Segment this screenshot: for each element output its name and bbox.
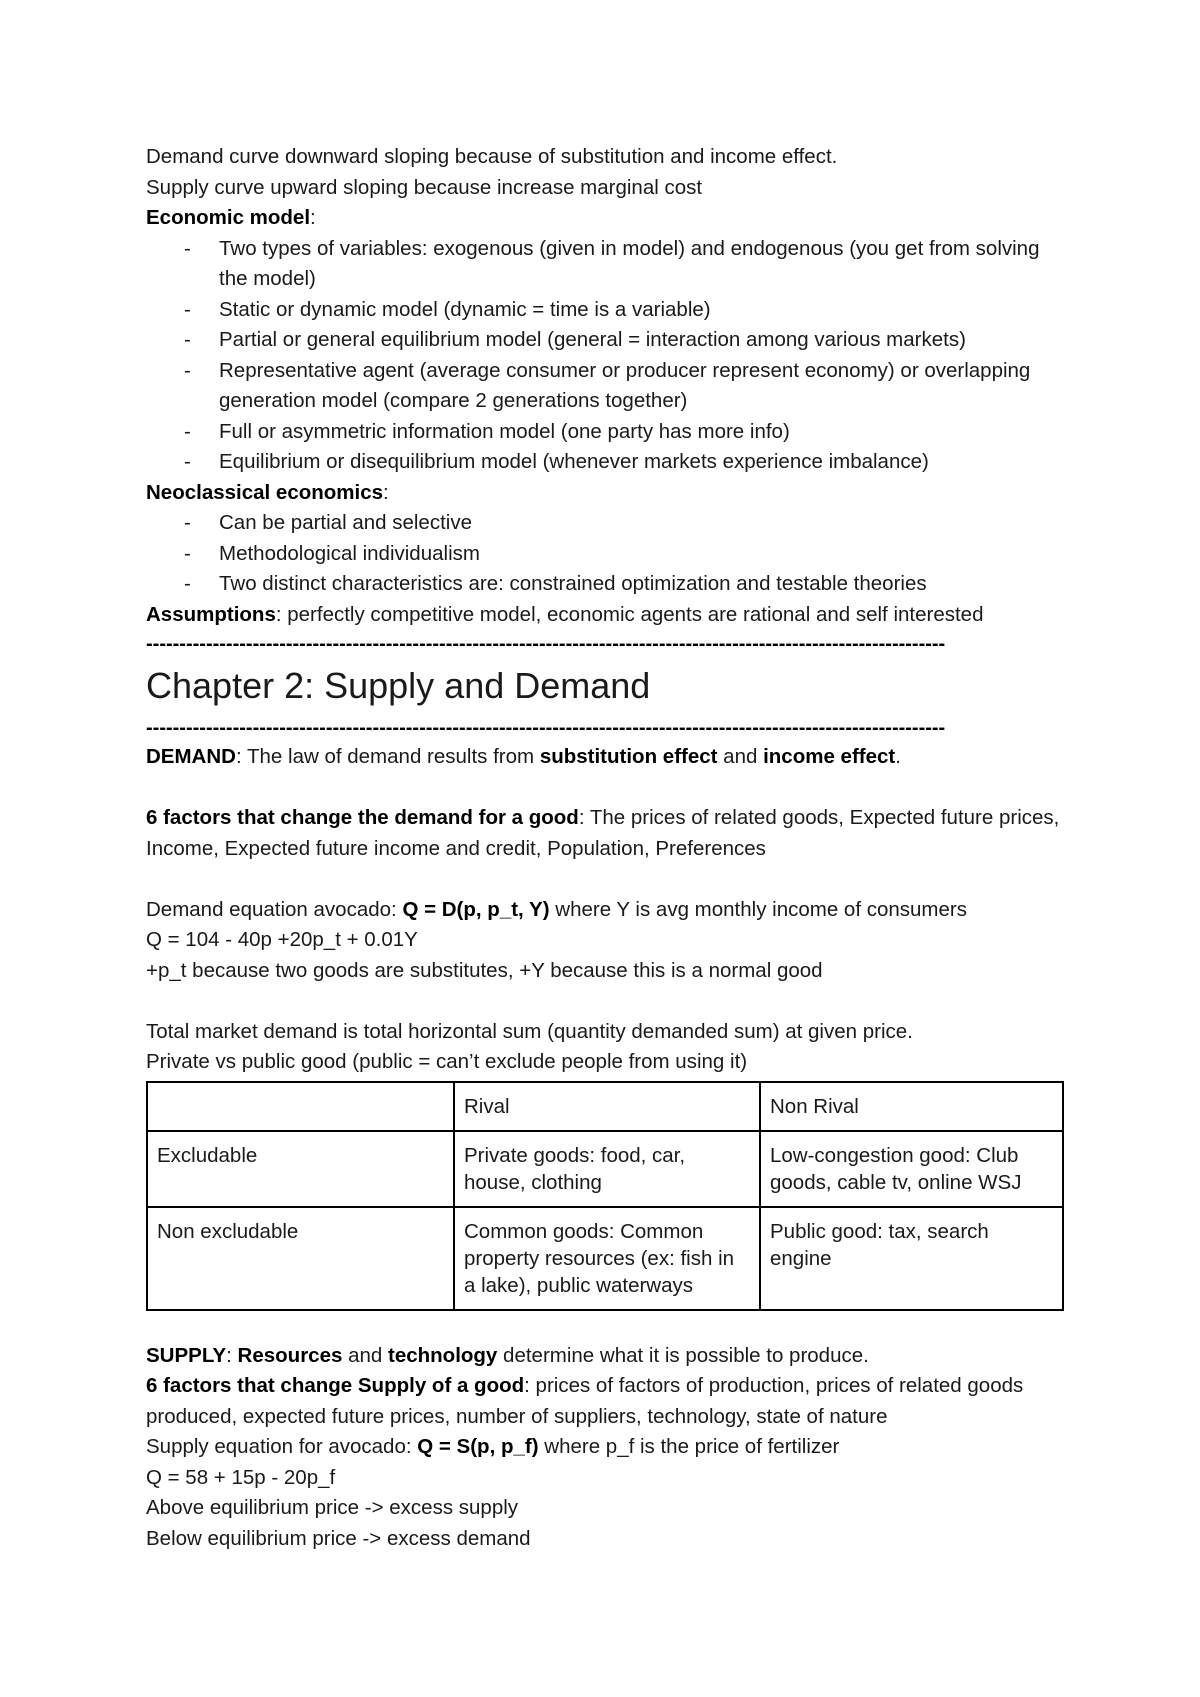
assumptions-line — [146, 600, 1066, 631]
table-cell: Low-congestion good: Club goods, cable tv, online WSJ — [760, 1131, 1063, 1207]
market-demand-line: Total market demand is total horizontal sum (quantity demanded sum) at given price. — [146, 1019, 913, 1043]
table-cell: Excludable — [147, 1131, 454, 1207]
table-row — [147, 1082, 1063, 1131]
supply-factors-text: : prices of factors of production, prices of related goods produced, expected future prices, number of suppliers, technology, state of nature — [146, 1374, 1024, 1428]
supply-factors-paragraph — [146, 1371, 1066, 1432]
demand-eq-suffix: where Y is avg monthly income of consumers — [549, 897, 967, 921]
table-row — [147, 1131, 1063, 1207]
demand-equation-line — [146, 895, 1066, 926]
supply-eq-prefix: Supply equation for avocado: — [146, 1435, 418, 1458]
supply-text: determine what it is possible to produce. — [497, 1343, 869, 1367]
goods-table — [146, 1081, 1064, 1311]
supply-equation-line — [146, 1432, 1066, 1463]
table-cell: Rival — [454, 1082, 760, 1131]
list-item: - Methodological individualism — [146, 539, 1066, 570]
document-page — [146, 142, 1066, 1554]
table-cell: Private goods: food, car, house, clothing — [454, 1131, 760, 1207]
neoclassical-label: Neoclassical economics — [146, 480, 384, 504]
demand-law-line — [146, 742, 1066, 773]
table-cell — [147, 1082, 454, 1131]
excess-demand-line: Below equilibrium price -> excess demand — [146, 1526, 531, 1550]
assumptions-text: : perfectly competitive model, economic agents are rational and self interested — [275, 602, 984, 626]
supply-eq-formula: Q = S(p, p_f) — [417, 1435, 539, 1458]
demand-factors-paragraph — [146, 803, 1066, 864]
demand-eq-prefix: Demand equation avocado: — [146, 897, 403, 921]
demand-equation-numeric: Q = 104 - 40p +20p_t + 0.01Y — [146, 928, 418, 951]
demand-text: : The law of demand results from — [235, 745, 540, 768]
list-item: - Static or dynamic model (dynamic = time is a variable) — [146, 295, 1066, 326]
supply-equation-numeric: Q = 58 + 15p - 20p_f — [146, 1465, 336, 1489]
assumptions-label: Assumptions — [146, 602, 276, 626]
supply-factors-label: 6 factors that change Supply of a good — [146, 1374, 525, 1397]
neoclassical-heading: Neoclassical economics: — [146, 480, 389, 504]
table-cell: Common goods: Common property resources (ex: fish in a lake), public waterways — [454, 1207, 760, 1310]
demand-factors-text: : The prices of related goods, Expected future prices, Income, Expected future income and credit, Population, Preferences — [146, 806, 1060, 860]
supply-line — [146, 1341, 1066, 1372]
technology-term: technology — [388, 1343, 498, 1367]
supply-text: : — [226, 1343, 238, 1367]
chapter-title: Chapter 2: Supply and Demand — [146, 665, 651, 706]
excess-supply-line: Above equilibrium price -> excess supply — [146, 1496, 519, 1519]
economic-model-list — [146, 234, 1066, 478]
supply-text: and — [342, 1343, 388, 1367]
intro-line-supply: Supply curve upward sloping because increase marginal cost — [146, 175, 703, 199]
supply-eq-suffix: where p_f is the price of fertilizer — [538, 1435, 840, 1458]
list-item: - Two distinct characteristics are: constrained optimization and testable theories — [146, 569, 1066, 600]
demand-text: and — [717, 745, 764, 768]
demand-label: DEMAND — [146, 745, 236, 768]
demand-eq-formula: Q = D(p, p_t, Y) — [402, 897, 550, 921]
intro-line-demand: Demand curve downward sloping because of substitution and income effect. — [146, 145, 838, 168]
divider-top: ------------------------------------------------------------------------------------------------------------------------ — [146, 633, 946, 655]
economic-model-label: Economic model — [146, 206, 311, 229]
demand-equation-note: +p_t because two goods are substitutes, +Y because this is a normal good — [146, 958, 823, 982]
resources-term: Resources — [237, 1343, 343, 1367]
demand-factors-label: 6 factors that change the demand for a good — [146, 806, 579, 829]
list-item: - Two types of variables: exogenous (given in model) and endogenous (you get from solving the model) — [146, 234, 1066, 295]
neoclassical-list — [146, 508, 1066, 600]
list-item: - Equilibrium or disequilibrium model (whenever markets experience imbalance) — [146, 447, 1066, 478]
table-cell: Non excludable — [147, 1207, 454, 1310]
income-effect-term: income effect — [763, 745, 896, 768]
table-cell: Non Rival — [760, 1082, 1063, 1131]
substitution-effect-term: substitution effect — [539, 745, 718, 768]
divider-bottom: ------------------------------------------------------------------------------------------------------------------------ — [146, 717, 946, 739]
table-cell: Public good: tax, search engine — [760, 1207, 1063, 1310]
private-public-line: Private vs public good (public = can’t exclude people from using it) — [146, 1050, 748, 1073]
demand-text: . — [895, 745, 901, 768]
list-item: - Can be partial and selective — [146, 508, 1066, 539]
list-item: - Partial or general equilibrium model (general = interaction among various markets) — [146, 325, 1066, 356]
list-item: - Full or asymmetric information model (one party has more info) — [146, 417, 1066, 448]
list-item: - Representative agent (average consumer or producer represent economy) or overlapping generation model (compare 2 generations together) — [146, 356, 1066, 417]
economic-model-heading: Economic model: — [146, 206, 316, 229]
supply-label: SUPPLY — [146, 1343, 227, 1367]
table-row — [147, 1207, 1063, 1310]
